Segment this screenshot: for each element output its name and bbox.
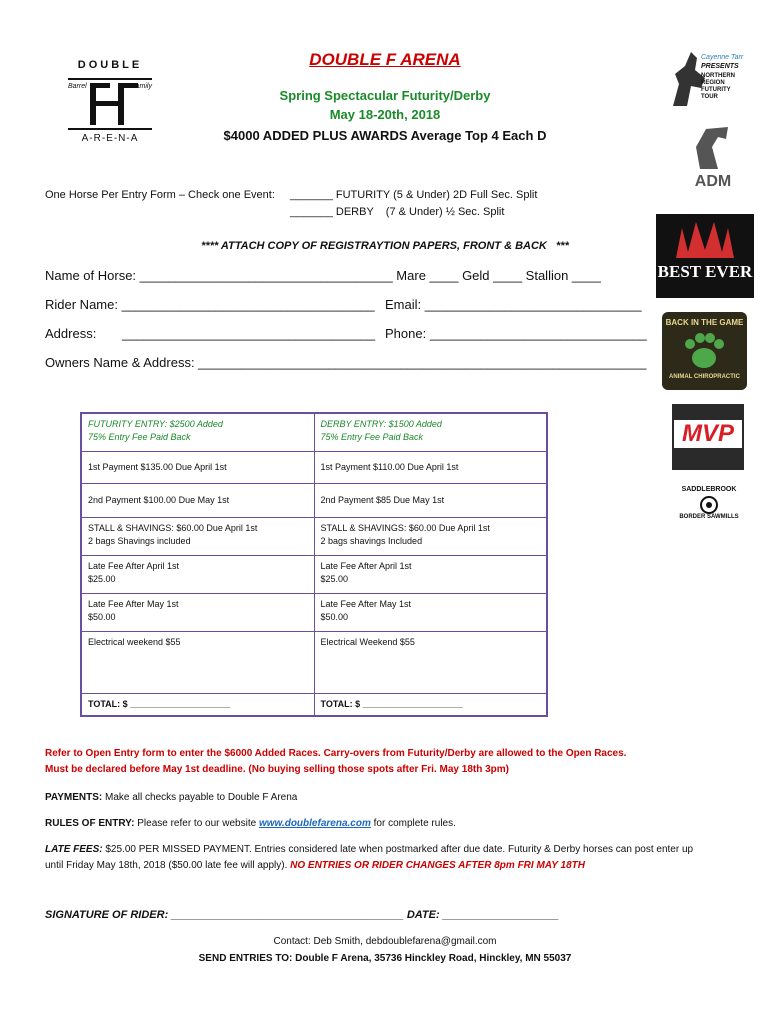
sponsor-text: REGION xyxy=(701,80,725,86)
sponsor-text: Cayenne Tarr xyxy=(701,54,744,61)
sponsor-text: NORTHERN xyxy=(701,73,735,79)
rider-name-field[interactable]: Rider Name: ___________________________________ xyxy=(45,297,375,312)
payments-text: Make all checks payable to Double F Arena xyxy=(105,792,298,803)
owners-field[interactable]: Owners Name & Address: ______________________________________________________________ xyxy=(45,355,647,370)
derby-header: DERBY ENTRY: $1500 Added 75% Entry Fee Paid Back xyxy=(314,413,547,451)
futurity-electrical: Electrical weekend $55 xyxy=(81,631,314,693)
website-link[interactable]: www.doublefarena.com xyxy=(258,818,371,829)
futurity-late-april: Late Fee After April 1st $25.00 xyxy=(81,555,314,593)
late-fees-warning: NO ENTRIES OR RIDER CHANGES AFTER 8pm FRI MAY 18TH xyxy=(290,860,585,871)
back-top-text: BACK IN THE GAME xyxy=(665,318,744,327)
saddle-bottom-text: BORDER SAWMILLS xyxy=(679,514,739,520)
flame-icon xyxy=(656,214,754,262)
futurity-payment-2: 2nd Payment $100.00 Due May 1st xyxy=(81,483,314,517)
late-fees-section xyxy=(45,842,725,874)
derby-payment-1: 1st Payment $110.00 Due April 1st xyxy=(314,451,547,483)
sawblade-icon xyxy=(668,495,750,515)
derby-electrical: Electrical Weekend $55 xyxy=(314,631,547,693)
address-field[interactable]: ___________________________________ xyxy=(122,326,376,341)
logo-top-text: DOUBLE xyxy=(77,59,143,71)
contact-line: Contact: Deb Smith, debdoublefarena@gmail.com xyxy=(273,936,497,947)
derby-payment-2: 2nd Payment $85 Due May 1st xyxy=(314,483,547,517)
rules-text-2: for complete rules. xyxy=(373,818,456,829)
payments-section xyxy=(45,790,725,806)
table-row xyxy=(81,517,547,555)
derby-total[interactable]: TOTAL: $ ____________________ xyxy=(314,693,547,716)
table-row xyxy=(81,631,547,693)
best-ever-text: BEST EVER xyxy=(657,262,753,281)
mvp-logo xyxy=(672,404,744,470)
table-row xyxy=(81,555,547,593)
event-option-futurity[interactable]: _______ FUTURITY (5 & Under) 2D Full Sec. Split xyxy=(290,189,538,201)
notice-line-2: Must be declared before May 1st deadline. (No buying selling those spots after Fri. May 18th 3pm) xyxy=(45,764,509,775)
derby-stall: STALL & SHAVINGS: $60.00 Due April 1st 2 bags shavings Included xyxy=(314,517,547,555)
table-row xyxy=(81,593,547,631)
attach-papers-note: **** ATTACH COPY OF REGISTRAYTION PAPERS, FRONT & BACK *** xyxy=(201,240,569,252)
mvp-text: MVP xyxy=(674,420,742,448)
logo-bottom-text: A-R-E-N-A xyxy=(81,133,139,144)
table-row xyxy=(81,413,547,451)
logo-right-word: Family xyxy=(131,83,152,90)
notice-line-1: Refer to Open Entry form to enter the $6000 Added Races. Carry-overs from Futurity/Derby are allowed to the Open Races. xyxy=(45,748,627,759)
adm-horse-head-icon xyxy=(688,125,738,171)
added-money: $4000 ADDED PLUS AWARDS Average Top 4 Each D xyxy=(223,128,547,143)
logo-left-word: Barrel xyxy=(68,83,87,90)
futurity-header: FUTURITY ENTRY: $2500 Added 75% Entry Fee Paid Back xyxy=(81,413,314,451)
table-row xyxy=(81,483,547,517)
address-label: Address: xyxy=(45,326,97,341)
page-title: DOUBLE F ARENA xyxy=(309,50,461,69)
back-bottom-text: ANIMAL CHIROPRACTIC xyxy=(669,374,740,380)
event-label: One Horse Per Entry Form – Check one Event: xyxy=(45,189,275,201)
futurity-payment-1: 1st Payment $135.00 Due April 1st xyxy=(81,451,314,483)
late-fees-label: LATE FEES: xyxy=(45,844,103,855)
back-in-the-game-logo xyxy=(662,312,747,390)
futurity-total[interactable]: TOTAL: $ ____________________ xyxy=(81,693,314,716)
signature-line[interactable]: SIGNATURE OF RIDER: ______________________________________ DATE: ___________________ xyxy=(45,909,559,921)
table-row xyxy=(81,693,547,716)
sponsor-text: PRESENTS xyxy=(701,63,739,70)
rules-text-1: Please refer to our website xyxy=(137,818,257,829)
open-races-notice xyxy=(45,746,626,778)
best-ever-logo xyxy=(656,214,754,298)
late-fees-text-1: $25.00 PER MISSED PAYMENT. Entries considered late when postmarked after due date. Futurity & Derby horses can post enter up xyxy=(105,844,694,855)
late-fees-text-2: until Friday May 18th, 2018 ($50.00 late fee will apply). xyxy=(45,860,288,871)
derby-late-april: Late Fee After April 1st $25.00 xyxy=(314,555,547,593)
email-field[interactable]: Email: ______________________________ xyxy=(385,297,642,312)
rules-section xyxy=(45,816,725,832)
event-dates: May 18-20th, 2018 xyxy=(329,107,441,122)
adm-text: ADM xyxy=(694,173,732,190)
derby-late-may: Late Fee After May 1st $50.00 xyxy=(314,593,547,631)
sponsor-text: TOUR xyxy=(701,94,718,100)
saddlebrook-logo xyxy=(668,482,750,524)
futurity-stall: STALL & SHAVINGS: $60.00 Due April 1st 2 bags Shavings included xyxy=(81,517,314,555)
phone-field[interactable]: Phone: ______________________________ xyxy=(385,326,647,341)
table-row xyxy=(81,451,547,483)
futurity-late-may: Late Fee After May 1st $50.00 xyxy=(81,593,314,631)
entry-fee-table xyxy=(80,412,548,717)
payments-label: PAYMENTS: xyxy=(45,792,103,803)
event-option-derby[interactable]: _______ DERBY (7 & Under) ½ Sec. Split xyxy=(290,206,505,218)
ff-monogram-icon xyxy=(60,73,160,133)
sponsor-text: FUTURITY xyxy=(701,87,731,93)
saddle-top-text: SADDLEBROOK xyxy=(681,486,737,493)
adm-logo xyxy=(688,125,738,195)
event-name: Spring Spectacular Futurity/Derby xyxy=(279,88,491,103)
horse-name-field[interactable]: Name of Horse: ___________________________________ Mare ____ Geld ____ Stallion ____ xyxy=(45,268,601,283)
rules-label: RULES OF ENTRY: xyxy=(45,818,135,829)
northern-region-futurity-logo xyxy=(665,42,747,114)
send-entries-line: SEND ENTRIES TO: Double F Arena, 35736 Hinckley Road, Hinckley, MN 55037 xyxy=(198,953,572,964)
paw-icon xyxy=(662,332,747,372)
